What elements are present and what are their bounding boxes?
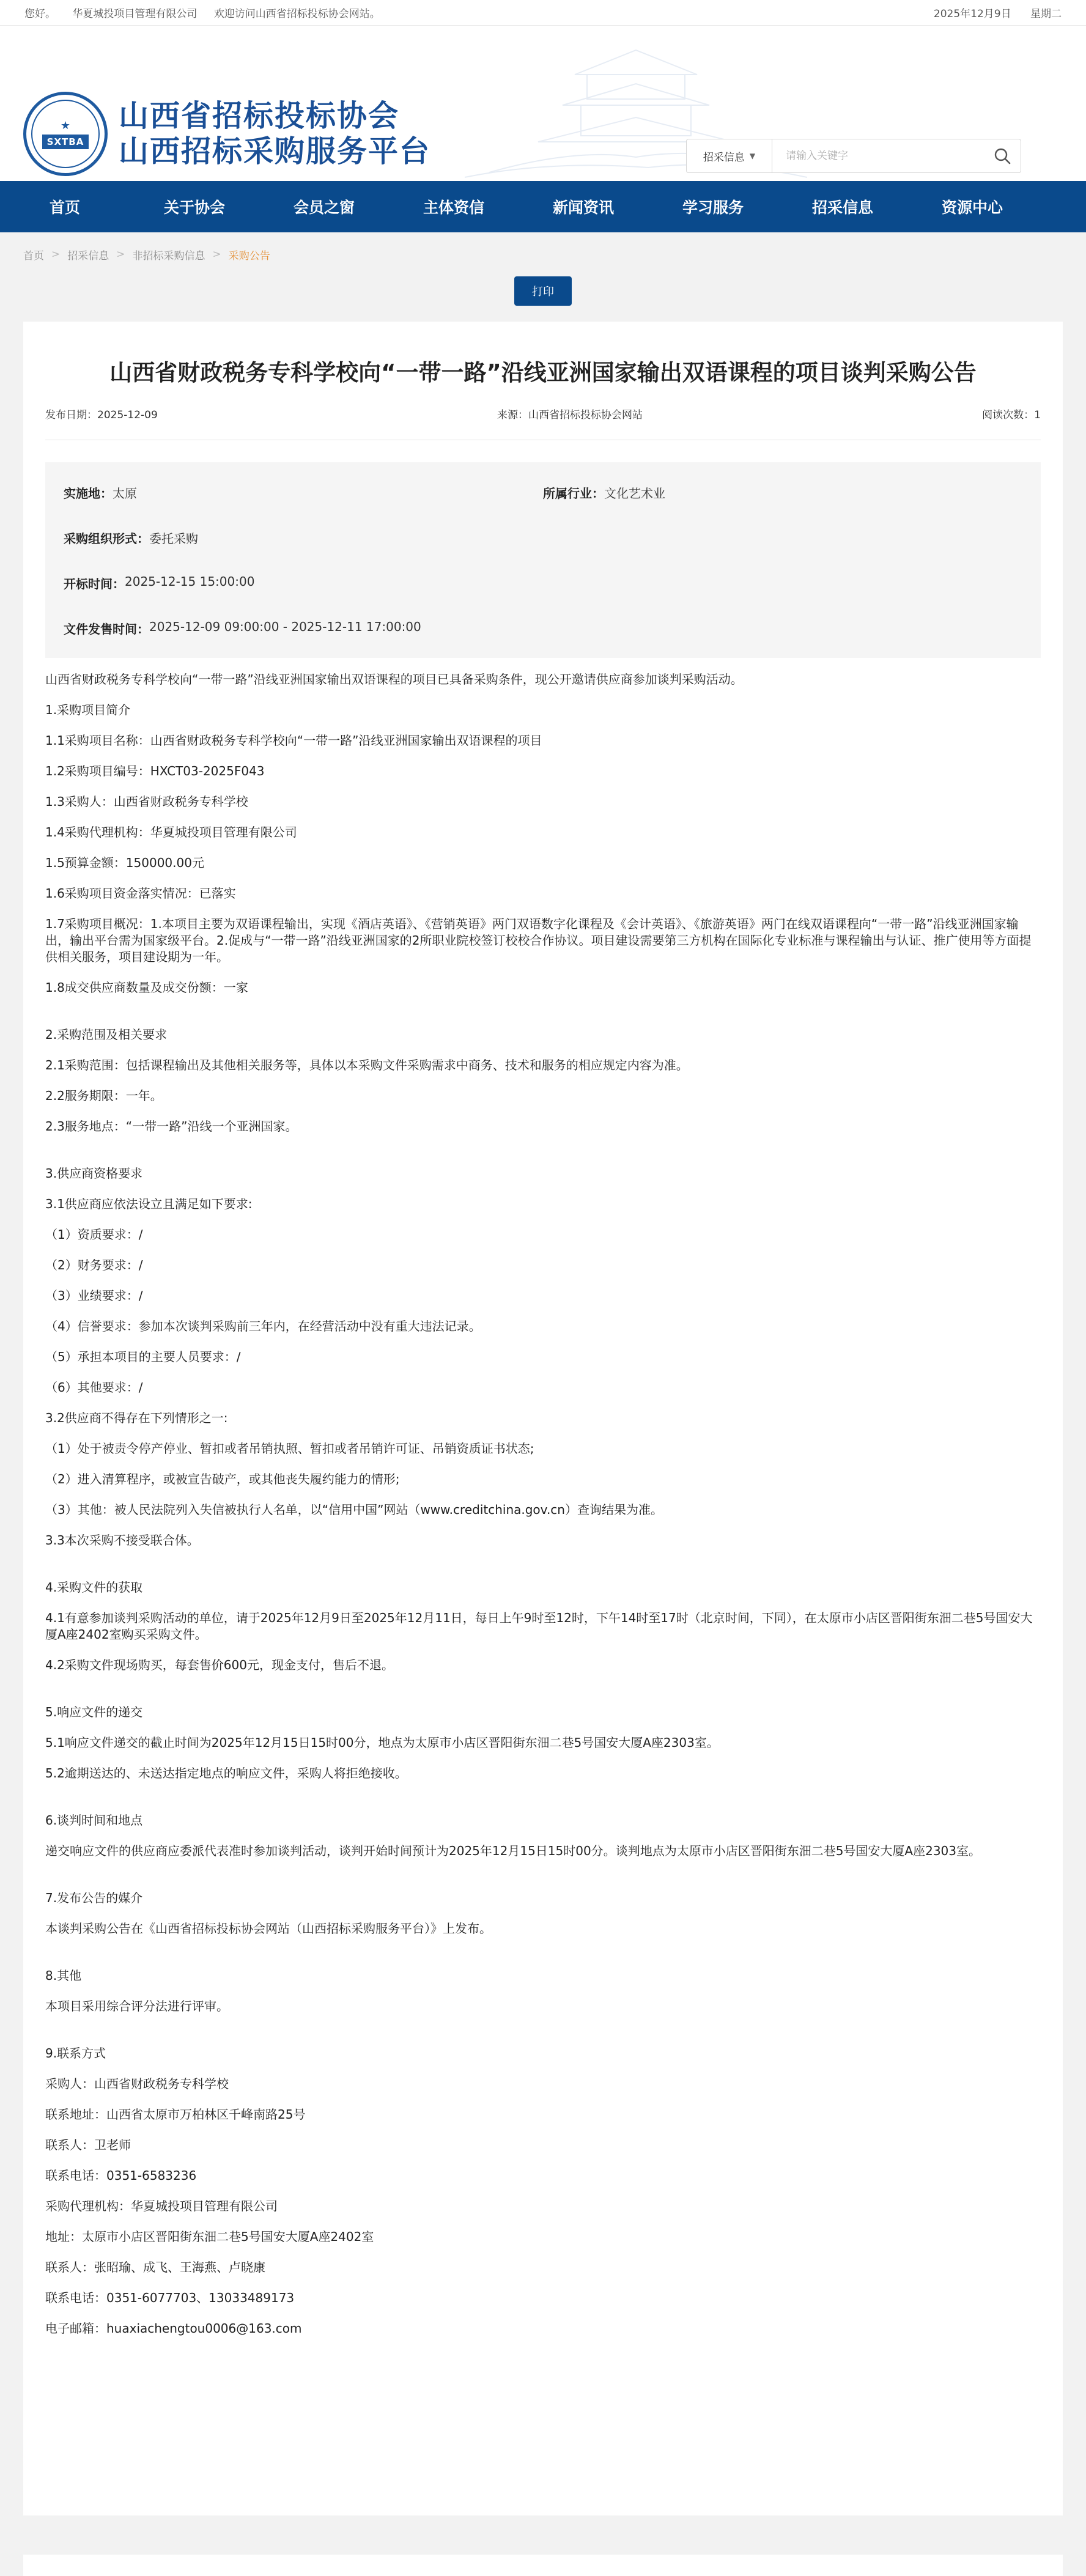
article-card [23, 322, 1063, 2515]
body-paragraph: 本项目采用综合评分法进行评审。 [45, 1999, 229, 2013]
site-header [0, 26, 1086, 181]
article-body [45, 671, 1041, 2337]
site-logo[interactable] [23, 92, 430, 176]
logo-emblem [23, 92, 108, 176]
body-paragraph: 3.1供应商应依法设立且满足如下要求: [45, 1197, 253, 1211]
date-text: 2025年12月9日 [933, 8, 1011, 20]
body-paragraph: 2.2服务期限：一年。 [45, 1088, 163, 1103]
publish-date: 发布日期：2025-12-09 [45, 409, 158, 421]
logo-line2: 山西招标采购服务平台 [119, 134, 431, 169]
body-paragraph: （1）资质要求：/ [45, 1227, 143, 1242]
doc-time-label: 文件发售时间： [64, 621, 149, 637]
nav-item-members[interactable]: 会员之窗 [293, 199, 355, 216]
search-input[interactable] [772, 139, 984, 172]
nav-item-news[interactable]: 新闻资讯 [552, 199, 614, 216]
contact-line: 地址：太原市小店区晋阳街东沺二巷5号国安大厦A座2402室 [45, 2229, 374, 2244]
body-paragraph: （2）进入清算程序，或被宣告破产，或其他丧失履约能力的情形; [45, 1472, 400, 1486]
info-row [64, 605, 1022, 651]
section-heading: 7.发布公告的媒介 [45, 1891, 143, 1905]
contact-line: 联系人：张昭瑜、成飞、王海燕、卢晓康 [45, 2260, 265, 2275]
contact-line: 采购人：山西省财政税务专科学校 [45, 2076, 229, 2091]
body-paragraph: 5.1响应文件递交的截止时间为2025年12月15日15时00分，地点为太原市小店区晋阳街东沺二巷5号国安大厦A座2303室。 [45, 1735, 719, 1750]
body-paragraph: 1.1采购项目名称：山西省财政税务专科学校向“一带一路”沿线亚洲国家输出双语课程的项目 [45, 733, 542, 748]
info-row [64, 470, 1022, 515]
section-heading: 9.联系方式 [45, 2046, 106, 2061]
location-label: 实施地： [64, 485, 113, 501]
logo-line1: 山西省招标投标协会 [119, 98, 400, 133]
body-paragraph: （6）其他要求：/ [45, 1380, 143, 1395]
contact-line: 采购代理机构：华夏城投项目管理有限公司 [45, 2199, 278, 2213]
contact-line: 联系人：卫老师 [45, 2138, 131, 2152]
article-title: 山西省财政税务专科学校向“一带一路”沿线亚洲国家输出双语课程的项目谈判采购公告 [109, 360, 977, 386]
search-button[interactable] [984, 139, 1021, 172]
body-paragraph: 1.2采购项目编号：HXCT03-2025F043 [45, 764, 265, 778]
welcome-text: 欢迎访问山西省招标投标协会网站。 [213, 8, 380, 20]
info-box [45, 462, 1041, 658]
body-paragraph: 本谈判采购公告在《山西省招标投标协会网站（山西招标采购服务平台）》上发布。 [45, 1921, 492, 1936]
greeting-text: 您好。 [24, 8, 56, 20]
search-category-label: 招采信息 [703, 151, 745, 164]
company-text: 华夏城投项目管理有限公司 [72, 8, 198, 20]
chevron-right-icon: > [51, 248, 61, 260]
body-paragraph: 递交响应文件的供应商应委派代表准时参加谈判活动，谈判开始时间预计为2025年12月15日15时00分。谈判地点为太原市小店区晋阳街东沺二巷5号国安大厦A座2303室。 [45, 1843, 981, 1858]
body-paragraph: 1.3采购人：山西省财政税务专科学校 [45, 794, 248, 809]
body-paragraph: （4）信誉要求：参加本次谈判采购前三年内，在经营活动中没有重大违法记录。 [45, 1319, 481, 1334]
article-meta [45, 406, 1041, 440]
body-paragraph: （5）承担本项目的主要人员要求：/ [45, 1349, 241, 1364]
body-paragraph: 山西省财政税务专科学校向“一带一路”沿线亚洲国家输出双语课程的项目已具备采购条件，现公开邀请供应商参加谈判采购活动。 [45, 672, 743, 687]
top-bar-right [918, 5, 1062, 20]
industry-value: 文化艺术业 [604, 485, 665, 501]
nav-item-credit[interactable]: 主体资信 [423, 199, 484, 216]
breadcrumb [0, 232, 1086, 276]
body-paragraph: 1.5预算金额：150000.00元 [45, 855, 204, 870]
body-paragraph: 4.2采购文件现场购买，每套售价600元，现金支付，售后不退。 [45, 1658, 394, 1672]
related-section [23, 2555, 1063, 2576]
open-time-value: 2025-12-15 15:00:00 [125, 574, 255, 589]
section-heading: 4.采购文件的获取 [45, 1580, 143, 1595]
body-paragraph: 5.2逾期送达的、未送达指定地点的响应文件，采购人将拒绝接收。 [45, 1766, 407, 1781]
body-paragraph: （3）业绩要求：/ [45, 1288, 143, 1303]
body-paragraph: 2.3服务地点：“一带一路”沿线一个亚洲国家。 [45, 1119, 298, 1134]
chevron-right-icon: > [116, 248, 125, 260]
print-button[interactable]: 打印 [514, 276, 572, 306]
nav-item-resources[interactable]: 资源中心 [941, 199, 1003, 216]
section-heading: 2.采购范围及相关要求 [45, 1027, 168, 1042]
open-time-label: 开标时间： [64, 576, 125, 591]
breadcrumb-current: 采购公告 [228, 249, 270, 262]
location-value: 太原 [113, 485, 137, 501]
body-paragraph: 1.6采购项目资金落实情况：已落实 [45, 886, 236, 901]
article-source: 来源：山西省招标投标协会网站 [497, 409, 643, 421]
body-paragraph: 3.2供应商不得存在下列情形之一: [45, 1411, 228, 1425]
search-bar [686, 139, 1021, 173]
body-paragraph: （2）财务要求：/ [45, 1258, 143, 1272]
chevron-down-icon: ▼ [749, 152, 756, 160]
search-icon [993, 147, 1011, 165]
section-heading: 3.供应商资格要求 [45, 1166, 143, 1181]
org-form-label: 采购组织形式： [64, 531, 149, 546]
contact-line: 联系地址：山西省太原市万柏林区千峰南路25号 [45, 2107, 306, 2122]
breadcrumb-nontender[interactable]: 非招标采购信息 [132, 249, 205, 262]
section-heading: 8.其他 [45, 1968, 82, 1983]
top-bar-left [24, 5, 394, 20]
industry-label: 所属行业： [543, 485, 604, 501]
weekday-text: 星期二 [1030, 8, 1062, 20]
doc-time-value: 2025-12-09 09:00:00 - 2025-12-11 17:00:00 [149, 619, 421, 634]
nav-item-home[interactable]: 首页 [49, 199, 80, 216]
body-paragraph: 2.1采购范围：包括课程输出及其他相关服务等，具体以本采购文件采购需求中商务、技术和服务的相应规定内容为准。 [45, 1058, 689, 1072]
body-paragraph: （3）其他：被人民法院列入失信被执行人名单，以“信用中国”网站（www.creditchina.gov.cn）查询结果为准。 [45, 1502, 663, 1517]
breadcrumb-home[interactable]: 首页 [23, 249, 44, 262]
org-form-value: 委托采购 [149, 531, 198, 546]
breadcrumb-procurement[interactable]: 招采信息 [67, 249, 109, 262]
body-paragraph: （1）处于被责令停产停业、暂扣或者吊销执照、暂扣或者吊销许可证、吊销资质证书状态; [45, 1441, 534, 1456]
section-heading: 1.采购项目简介 [45, 703, 131, 717]
nav-item-learning[interactable]: 学习服务 [682, 199, 744, 216]
logo-badge: SXTBA [42, 135, 89, 149]
logo-text [119, 98, 430, 169]
contact-line: 联系电话：0351-6077703、13033489173 [45, 2290, 295, 2305]
view-count: 阅读次数：1 [982, 409, 1041, 421]
body-paragraph: 4.1有意参加谈判采购活动的单位，请于2025年12月9日至2025年12月11日，每日上午9时至12时，下午14时至17时（北京时间，下同），在太原市小店区晋阳街东沺二巷5号国安大厦A座2402室购买采购文件。 [45, 1611, 1033, 1642]
star-icon: ★ [60, 119, 71, 132]
print-row [0, 276, 1086, 313]
body-paragraph: 1.7采购项目概况：1.本项目主要为双语课程输出，实现《酒店英语》、《营销英语》两门双语数字化课程及《会计英语》、《旅游英语》两门在线双语课程向“一带一路”沿线亚洲国家输出，输出平台需为国家级平台。2.促成与“一带一路”沿线亚洲国家的2所职业院校签订校校合作协议。项目建设需要第三方机构在国际化专业标准与课程输出与认证、推广使用等方面提供相关服务，项目建设期为一年。 [45, 917, 1032, 964]
nav-item-about[interactable]: 关于协会 [163, 199, 225, 216]
search-category-select[interactable] [687, 139, 772, 172]
body-paragraph: 1.4采购代理机构：华夏城投项目管理有限公司 [45, 825, 297, 840]
body-paragraph: 3.3本次采购不接受联合体。 [45, 1533, 199, 1548]
chevron-right-icon: > [212, 248, 221, 260]
nav-item-procurement[interactable]: 招采信息 [811, 199, 873, 216]
info-row [64, 515, 1022, 560]
section-heading: 5.响应文件的递交 [45, 1705, 143, 1719]
main-nav [0, 181, 1086, 232]
contact-email: 电子邮箱：huaxiachengtou0006@163.com [45, 2321, 302, 2336]
section-heading: 6.谈判时间和地点 [45, 1813, 143, 1828]
info-row [64, 560, 1022, 605]
contact-line: 联系电话：0351-6583236 [45, 2168, 197, 2183]
body-paragraph: 1.8成交供应商数量及成交份额：一家 [45, 980, 248, 995]
top-bar [0, 0, 1086, 26]
